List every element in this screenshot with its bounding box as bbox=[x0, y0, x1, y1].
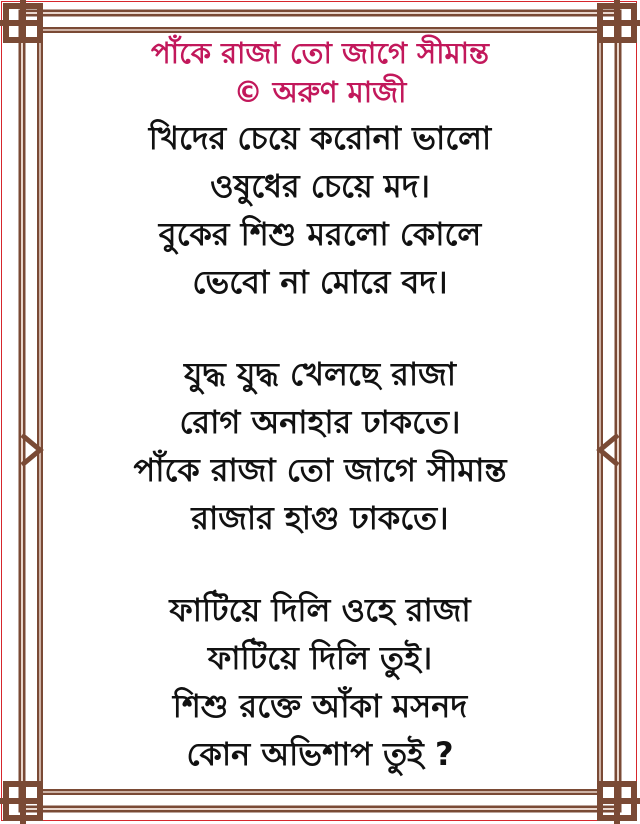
poem-line: পাঁকে রাজা তো জাগে সীমান্ত bbox=[133, 451, 507, 489]
poem-line: শিশু রক্তে আঁকা মসনদ bbox=[172, 687, 468, 725]
poem-line: ভেবো না মোরে বদ। bbox=[192, 263, 448, 301]
poem-line: রোগ অনাহার ঢাকতে। bbox=[179, 403, 461, 441]
poem-line: ফাটিয়ে দিলি তুই। bbox=[207, 639, 433, 677]
stanza-3 bbox=[60, 586, 580, 778]
poem-title: পাঁকে রাজা তো জাগে সীমান্ত bbox=[150, 36, 490, 70]
poem-author: © অরুণ মাজী bbox=[233, 75, 407, 109]
poem-line: কোন অভিশাপ তুই ? bbox=[186, 735, 454, 773]
stanza-2 bbox=[60, 350, 580, 542]
poem-line: রাজার হাগু ঢাকতে। bbox=[191, 499, 449, 537]
poem-line: বুকের শিশু মরলো কোলে bbox=[158, 215, 482, 253]
poem-line: ফাটিয়ে দিলি ওহে রাজা bbox=[169, 591, 471, 629]
stanza-1 bbox=[60, 114, 580, 306]
poem-line: খিদের চেয়ে করোনা ভালো bbox=[148, 119, 492, 157]
poem bbox=[60, 34, 580, 822]
poem-line: ওষুধের চেয়ে মদ। bbox=[210, 167, 430, 205]
poem-line: যুদ্ধ যুদ্ধ খেলছে রাজা bbox=[183, 355, 457, 393]
